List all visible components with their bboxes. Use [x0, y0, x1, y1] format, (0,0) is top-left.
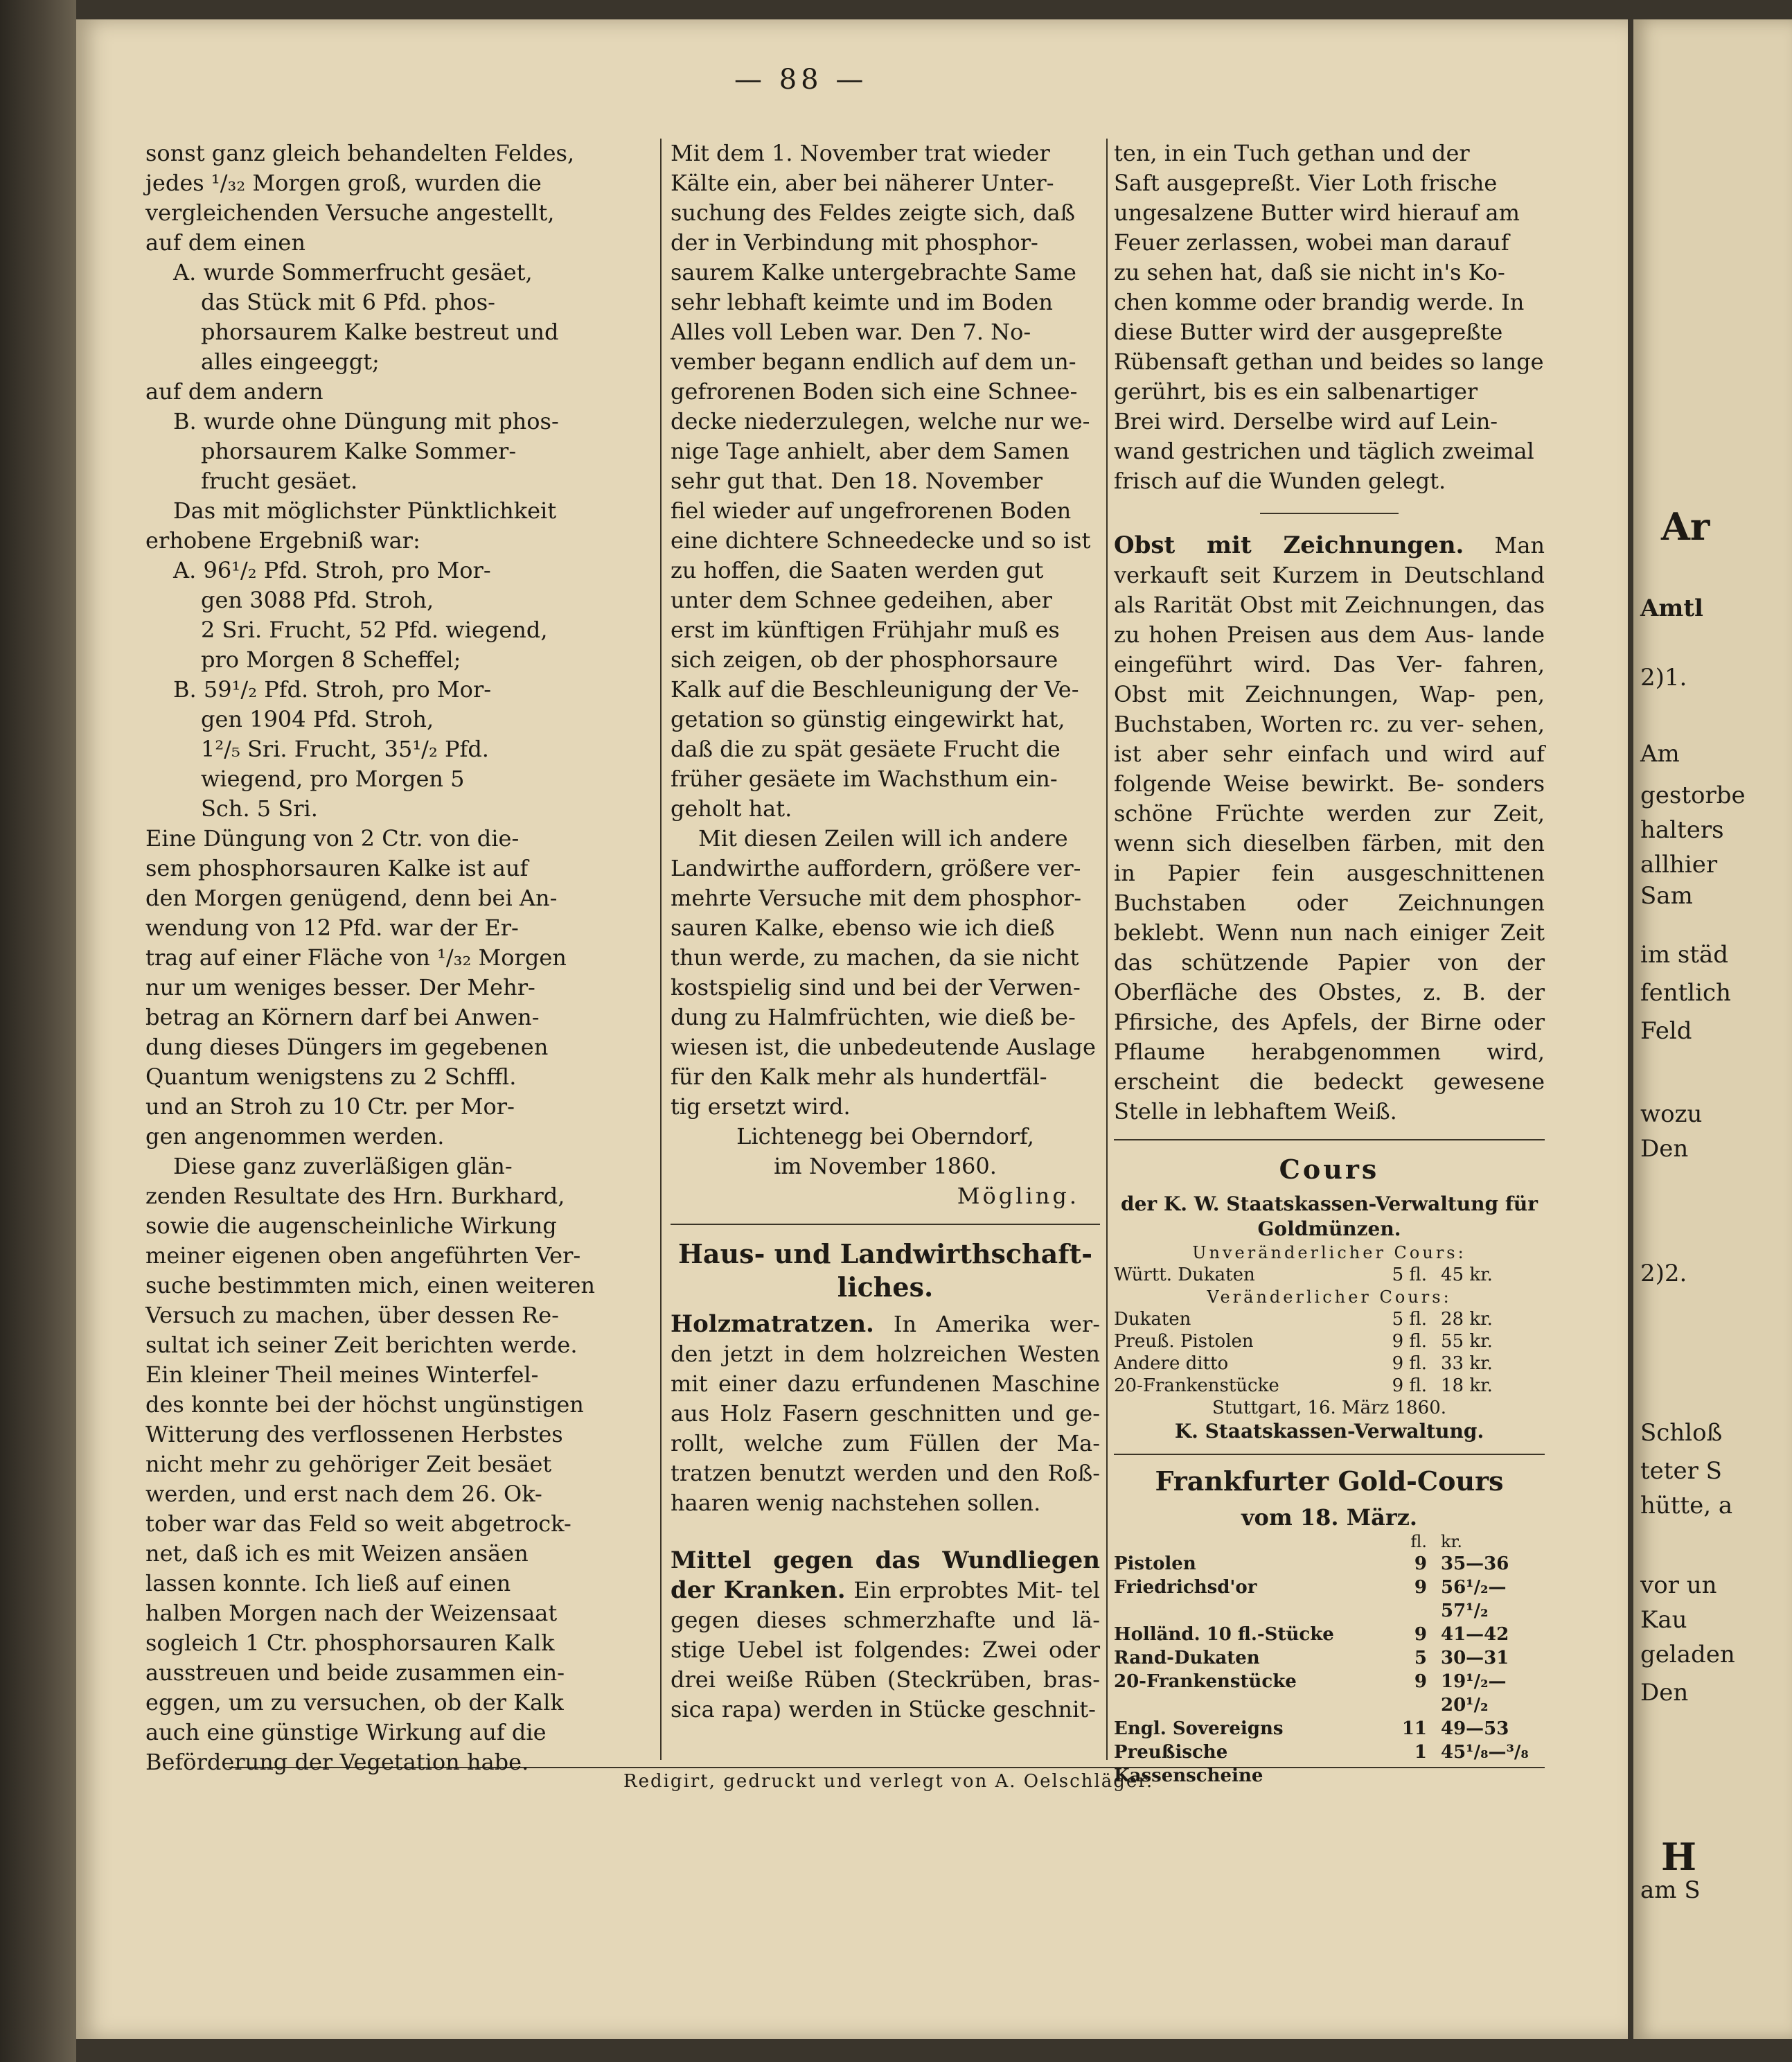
text-line: den jetzt in dem holzreichen Westen [671, 1341, 1100, 1367]
text-line: auch eine günstige Wirkung auf die [145, 1719, 547, 1745]
text-line: des konnte bei der höchst ungünstigen [145, 1391, 584, 1418]
next-page-fragment: H [1661, 1835, 1697, 1879]
rate-row [1114, 1623, 1545, 1646]
rate-fl: 5 fl. [1392, 1309, 1427, 1330]
rate-row [1114, 1552, 1545, 1576]
rate-name: Holländ. 10 fl.-Stücke [1114, 1624, 1334, 1645]
rate-row [1114, 1264, 1545, 1286]
next-page-fragment: Sam [1640, 882, 1693, 910]
text-line: Kalk auf die Beschleunigung der Ve- [671, 676, 1079, 703]
next-page-fragment: am S [1640, 1876, 1701, 1904]
text-line: den in Papier fein ausgeschnittenen [1114, 830, 1545, 886]
next-page-fragment: Den [1640, 1679, 1689, 1707]
text-line: früher gesäete im Wachsthum ein- [671, 766, 1058, 792]
text-line: A. 96¹/₂ Pfd. Stroh, pro Mor- [173, 557, 491, 583]
text-line: phorsaurem Kalke Sommer- [201, 438, 517, 464]
rate-fl: 9 fl. [1392, 1331, 1427, 1352]
text-line: jedes ¹/₃₂ Morgen groß, wurden die [145, 170, 542, 196]
text-line: meiner eigenen oben angeführten Ver- [145, 1242, 581, 1269]
text-line: Apfels, der Birne oder Pflaume [1114, 1009, 1545, 1065]
text-line: gen 1904 Pfd. Stroh, [201, 706, 434, 732]
rate-name: 20-Frankenstücke [1114, 1375, 1279, 1396]
text-line: auf dem andern [145, 378, 323, 405]
col-kr-header: kr. [1441, 1532, 1463, 1551]
text-line: Diese ganz zuverläßigen glän- [173, 1153, 513, 1179]
text-line: ausstreuen und beide zusammen ein- [145, 1659, 565, 1686]
next-page-fragment: fentlich [1640, 979, 1731, 1007]
text-line: B. wurde ohne Düngung mit phos- [173, 408, 559, 434]
text-line: nicht mehr zu gehöriger Zeit besäet [145, 1451, 552, 1477]
text-line: phorsaurem Kalke bestreut und [201, 319, 559, 345]
text-line: decke niederzulegen, welche nur we- [671, 408, 1090, 434]
rate-row [1114, 1352, 1545, 1375]
rate-name: Preuß. Pistolen [1114, 1331, 1254, 1352]
next-page-fragment: Schloß [1640, 1419, 1723, 1447]
rate-kr: 33 kr. [1441, 1353, 1493, 1374]
obst-article [1114, 531, 1545, 1127]
text-line: saurem Kalke untergebrachte Same [671, 259, 1076, 285]
text-line: fahren, Obst mit Zeichnungen, Wap- [1114, 651, 1545, 707]
text-line: auf folgende Weise bewirkt. Be- [1114, 741, 1545, 797]
text-line: wand gestrichen und täglich zweimal [1114, 438, 1534, 464]
text-line: In Amerika wer- [893, 1311, 1101, 1337]
text-line: Saft ausgepreßt. Vier Loth frische [1114, 170, 1498, 196]
text-line: schützende Papier von der Oberfläche [1114, 949, 1545, 1005]
cours-subtitle: der K. W. Staatskassen-Verwaltung für Goldmünzen. [1121, 1192, 1538, 1240]
text-line: B. 59¹/₂ Pfd. Stroh, pro Mor- [173, 676, 492, 703]
text-line: erst im künftigen Frühjahr muß es [671, 617, 1060, 643]
text-line: pen, Buchstaben, Worten rc. zu ver- [1114, 681, 1545, 737]
text-line: Sch. 5 Sri. [201, 795, 318, 822]
next-page-fragment: 2)1. [1640, 664, 1687, 691]
rate-kr: 45 kr. [1441, 1264, 1493, 1285]
column-1 [145, 139, 644, 1777]
rate-kr: 41—42 [1441, 1624, 1509, 1645]
text-line: Das mit möglichster Pünktlichkeit [173, 497, 557, 524]
text-line: Zeit, wenn sich dieselben färben, mit [1114, 800, 1545, 856]
rate-name: Friedrichsd'or [1114, 1577, 1257, 1598]
text-line: frucht gesäet. [201, 468, 358, 494]
cours-changed-label: Veränderlicher Cours: [1207, 1287, 1452, 1307]
text-line: Alles voll Leben war. Den 7. No- [671, 319, 1031, 345]
text-line: und an Stroh zu 10 Ctr. per Mor- [145, 1093, 515, 1120]
next-page-fragment: Feld [1640, 1017, 1692, 1045]
text-line: herabgenommen wird, erscheint die [1114, 1039, 1545, 1095]
rate-kr: 19¹/₂—20¹/₂ [1441, 1671, 1507, 1716]
frankfurt-header [1114, 1531, 1545, 1552]
column-2 [671, 139, 1100, 1725]
text-line: Brei wird. Derselbe wird auf Lein- [1114, 408, 1498, 434]
column-3 [1114, 139, 1545, 1788]
cours-title: Cours [1279, 1154, 1380, 1185]
next-page-fragment: allhier [1640, 851, 1718, 879]
rate-fl: 5 fl. [1392, 1264, 1427, 1285]
text-line: erhobene Ergebniß war: [145, 527, 420, 554]
rate-fl: 9 [1414, 1577, 1427, 1598]
text-line: Witterung des verflossenen Herbstes [145, 1421, 563, 1447]
frankfurt-subtitle: vom 18. März. [1241, 1504, 1418, 1531]
rate-name: Engl. Sovereigns [1114, 1718, 1284, 1739]
frankfurt-title: Frankfurter Gold-Cours [1155, 1465, 1504, 1497]
text-line: ten, in ein Tuch gethan und der [1114, 140, 1470, 166]
rate-row [1114, 1308, 1545, 1330]
text-line: lassen konnte. Ich ließ auf einen [145, 1570, 511, 1596]
text-line: 2 Sri. Frucht, 52 Pfd. wiegend, [201, 617, 548, 643]
holz-title: Holzmatratzen. [671, 1310, 874, 1338]
next-page-fragment: gestorbe [1640, 782, 1746, 809]
text-line: werden, und erst nach dem 26. Ok- [145, 1481, 542, 1507]
text-line: fiel wieder auf ungefrorenen Boden [671, 497, 1072, 524]
text-line: net, daß ich es mit Weizen ansäen [145, 1540, 529, 1567]
text-line: suchung des Feldes zeigte sich, daß [671, 200, 1076, 226]
text-line: sowie die augenscheinliche Wirkung [145, 1213, 557, 1239]
rate-kr: 45¹/₈—³/₈ [1441, 1742, 1529, 1763]
text-line: sultat ich seiner Zeit berichten werde. [145, 1332, 578, 1358]
text-line: sica rapa) werden in Stücke geschnit- [671, 1696, 1096, 1722]
text-line: aus Holz Fasern geschnitten und ge- [671, 1400, 1100, 1427]
next-page-fragment: geladen [1640, 1641, 1735, 1668]
text-line: trag auf einer Fläche von ¹/₃₂ Morgen [145, 944, 567, 971]
next-page-fragment: Am [1640, 740, 1680, 768]
text-line: des Obstes, z. B. der Pfirsiche, des [1114, 979, 1545, 1035]
signature-date: im November 1860. [774, 1153, 997, 1179]
text-line: dung dieses Düngers im gegebenen [145, 1034, 549, 1060]
text-line: Feuer zerlassen, wobei man darauf [1114, 229, 1509, 256]
text-line: zu sehen hat, daß sie nicht in's Ko- [1114, 259, 1505, 285]
text-line: getation so günstig eingewirkt hat, [671, 706, 1065, 732]
rate-fl: 5 [1414, 1648, 1427, 1668]
rate-row [1114, 1646, 1545, 1670]
rate-name: Württ. Dukaten [1114, 1264, 1255, 1285]
next-page-fragment: Amtl [1640, 594, 1703, 622]
text-line: geholt hat. [671, 795, 792, 822]
short-rule [1260, 513, 1399, 514]
rate-kr: 56¹/₂—57¹/₂ [1441, 1577, 1507, 1621]
text-line: tig ersetzt wird. [671, 1093, 851, 1120]
next-page-fragment: vor un [1640, 1571, 1717, 1599]
text-line: dung zu Halmfrüchten, wie dieß be- [671, 1004, 1076, 1030]
rate-row [1114, 1330, 1545, 1352]
rate-row [1114, 1375, 1545, 1397]
text-line: ungesalzene Butter wird hierauf am [1114, 200, 1520, 226]
page-number: — 88 — [734, 64, 868, 96]
text-line: unter dem Schnee gedeihen, aber [671, 587, 1052, 613]
text-line: vember begann endlich auf dem un- [671, 349, 1076, 375]
holz-article [671, 1310, 1100, 1518]
text-line: tober war das Feld so weit abgetrock- [145, 1510, 571, 1537]
mittel-article [671, 1546, 1100, 1725]
text-line: das Stück mit 6 Pfd. phos- [201, 289, 495, 315]
text-line: wendung von 12 Pfd. war der Er- [145, 915, 519, 941]
text-line: Ein kleiner Theil meines Winterfel- [145, 1362, 539, 1388]
text-line: nur um weniges besser. Der Mehr- [145, 974, 535, 1001]
text-line: das zu hohen Preisen aus dem Aus- [1114, 592, 1545, 648]
rate-name: 20-Frankenstücke [1114, 1671, 1297, 1692]
text-line: sehen, ist aber sehr einfach und wird [1114, 711, 1545, 767]
next-page-fragment: hütte, a [1640, 1492, 1733, 1519]
text-line: zenden Resultate des Hrn. Burkhard, [145, 1183, 565, 1209]
text-line: eggen, um zu versuchen, ob der Kalk [145, 1689, 564, 1716]
rate-kr: 49—53 [1441, 1718, 1509, 1739]
text-line: verkauft seit Kurzem in Deutschland [1114, 562, 1545, 588]
text-line: pro Morgen 8 Scheffel; [201, 646, 461, 673]
text-line: Versuch zu machen, über dessen Re- [145, 1302, 559, 1328]
text-line: wiesen ist, die unbedeutende Auslage [671, 1034, 1096, 1060]
text-line: diese Butter wird der ausgepreßte [1114, 319, 1503, 345]
text-line: 1²/₅ Sri. Frucht, 35¹/₂ Pfd. [201, 736, 489, 762]
text-line: gen angenommen werden. [145, 1123, 445, 1149]
text-line: tratzen benutzt werden und den Roß- [671, 1460, 1100, 1486]
rate-row [1114, 1576, 1545, 1623]
next-page-fragment: im städ [1640, 941, 1729, 969]
text-line: suche bestimmten mich, einen weiteren [145, 1272, 596, 1298]
text-line: bedeckt gewesene Stelle in lebhaftem [1114, 1068, 1545, 1125]
text-line: sogleich 1 Ctr. phosphorsauren Kalk [145, 1630, 555, 1656]
book-spine [0, 0, 76, 2062]
rate-name: Dukaten [1114, 1309, 1191, 1330]
text-line: nige Tage anhielt, aber dem Samen [671, 438, 1070, 464]
next-page-fragment: halters [1640, 816, 1724, 844]
text-line: frisch auf die Wunden gelegt. [1114, 468, 1446, 494]
text-line: der in Verbindung mit phosphor- [671, 229, 1038, 256]
rate-kr: 30—31 [1441, 1648, 1509, 1668]
text-line: betrag an Körnern darf bei Anwen- [145, 1004, 540, 1030]
mittel-title: Mittel gegen das Wundliegen der Kranken. [671, 1546, 1100, 1604]
text-line: Weiß. [1333, 1098, 1397, 1125]
text-line: sonst ganz gleich behandelten Feldes, [145, 140, 575, 166]
text-line: kostspielig sind und bei der Verwen- [671, 974, 1081, 1001]
text-line: halben Morgen nach der Weizensaat [145, 1600, 558, 1626]
text-line: rollt, welche zum Füllen der Ma- [671, 1430, 1100, 1456]
text-line: Beförderung der Vegetation habe. [145, 1749, 529, 1775]
text-line: zu hoffen, die Saaten werden gut [671, 557, 1044, 583]
text-line: sonders schöne Früchte werden zur [1114, 770, 1545, 827]
text-line: lande eingeführt wird. Das Ver- [1114, 622, 1545, 678]
text-line: tel gegen dieses schmerzhafte und lä- [671, 1577, 1101, 1633]
text-line: den Morgen genügend, denn bei An- [145, 885, 558, 911]
rate-fl: 9 [1414, 1624, 1427, 1645]
imprint: Redigirt, gedruckt und verlegt von A. Oelschläger. [623, 1771, 1154, 1792]
text-line: thun werde, zu machen, da sie nicht [671, 944, 1079, 971]
text-line: für den Kalk mehr als hundertfäl- [671, 1064, 1047, 1090]
text-line: eine dichtere Schneedecke und so ist [671, 527, 1091, 554]
text-line: als Rarität Obst mit Zeichnungen, [1114, 592, 1507, 618]
text-line: sehr lebhaft keimte und im Boden [671, 289, 1053, 315]
text-line: haaren wenig nachstehen sollen. [671, 1490, 1041, 1516]
text-line: Buchstaben oder Zeichnungen beklebt. [1114, 890, 1545, 946]
obst-title: Obst mit Zeichnungen. [1114, 531, 1464, 559]
next-page-fragment: teter S [1640, 1457, 1722, 1485]
text-line: sem phosphorsauren Kalke ist auf [145, 855, 529, 881]
cours-unchanged-label: Unveränderlicher Cours: [1192, 1243, 1466, 1262]
next-page-edge [1633, 19, 1792, 2039]
rate-fl: 1 [1414, 1742, 1427, 1763]
rate-kr: 55 kr. [1441, 1331, 1493, 1352]
text-line: sehr gut that. Den 18. November [671, 468, 1043, 494]
next-page-fragment: 2)2. [1640, 1260, 1687, 1287]
text-line: Man [1494, 532, 1545, 558]
section-title: Haus- und Landwirthschaft-liches. [678, 1238, 1092, 1303]
signature-name: Mögling. [957, 1183, 1079, 1209]
rate-fl: 9 fl. [1392, 1353, 1427, 1374]
cours-rule [1114, 1139, 1545, 1140]
text-line: gen 3088 Pfd. Stroh, [201, 587, 434, 613]
next-page-fragment: Kau [1640, 1606, 1687, 1634]
cours-sign: K. Staatskassen-Verwaltung. [1174, 1420, 1484, 1443]
text-line: Wenn nun nach einiger Zeit das [1114, 919, 1545, 976]
rate-fl: 9 [1414, 1553, 1427, 1574]
text-line: stige Uebel ist folgendes: Zwei oder [671, 1637, 1100, 1663]
text-line: sich zeigen, ob der phosphorsaure [671, 646, 1058, 673]
rate-name: Andere ditto [1114, 1353, 1229, 1374]
text-line: chen komme oder brandig werde. In [1114, 289, 1525, 315]
text-line: Quantum wenigstens zu 2 Schffl. [145, 1064, 517, 1090]
text-line: daß die zu spät gesäete Frucht die [671, 736, 1061, 762]
rate-kr: 35—36 [1441, 1553, 1509, 1574]
text-line: Mit dem 1. November trat wieder [671, 140, 1050, 166]
column-rule-1 [660, 139, 662, 1760]
rate-row [1114, 1717, 1545, 1741]
rate-fl: 9 fl. [1392, 1375, 1427, 1396]
text-line: mit einer dazu erfundenen Maschine [671, 1371, 1100, 1397]
text-line: gerührt, bis es ein salbenartiger [1114, 378, 1478, 405]
text-line: Rübensaft gethan und beides so lange [1114, 349, 1544, 375]
rate-kr: 18 kr. [1441, 1375, 1493, 1396]
text-line: Ein erprobtes Mit- [853, 1577, 1071, 1603]
frankfurt-rule [1114, 1454, 1545, 1455]
cours-date: Stuttgart, 16. März 1860. [1212, 1398, 1446, 1418]
rate-name: Preußische Kassenscheine [1114, 1742, 1263, 1786]
text-line: gefrorenen Boden sich eine Schnee- [671, 378, 1078, 405]
rate-fl: 9 [1414, 1671, 1427, 1692]
next-page-fragment: Den [1640, 1135, 1689, 1163]
text-line: Mit diesen Zeilen will ich andere [698, 825, 1068, 852]
text-line: alles eingeeggt; [201, 349, 380, 375]
text-line: wiegend, pro Morgen 5 [201, 766, 465, 792]
rate-fl: 11 [1401, 1718, 1427, 1739]
rate-name: Pistolen [1114, 1553, 1196, 1574]
text-line: drei weiße Rüben (Steckrüben, bras- [671, 1666, 1100, 1693]
col-fl-header: fl. [1410, 1532, 1427, 1551]
signature-place: Lichtenegg bei Oberndorf, [736, 1123, 1034, 1149]
text-line: sauren Kalke, ebenso wie ich dieß [671, 915, 1055, 941]
text-line: Landwirthe auffordern, größere ver- [671, 855, 1081, 881]
rate-row [1114, 1670, 1545, 1717]
section-rule [671, 1224, 1100, 1225]
next-page-fragment: wozu [1640, 1100, 1703, 1128]
text-line: A. wurde Sommerfrucht gesäet, [173, 259, 533, 285]
next-page-fragment: Ar [1661, 504, 1710, 549]
text-line: Eine Düngung von 2 Ctr. von die- [145, 825, 520, 852]
text-line: mehrte Versuche mit dem phosphor- [671, 885, 1082, 911]
rate-kr: 28 kr. [1441, 1309, 1493, 1330]
column-rule-2 [1106, 139, 1108, 1760]
text-line: auf dem einen [145, 229, 305, 256]
rate-row [1114, 1741, 1545, 1788]
text-line: Kälte ein, aber bei näherer Unter- [671, 170, 1054, 196]
text-line: vergleichenden Versuche angestellt, [145, 200, 555, 226]
rate-name: Rand-Dukaten [1114, 1648, 1260, 1668]
